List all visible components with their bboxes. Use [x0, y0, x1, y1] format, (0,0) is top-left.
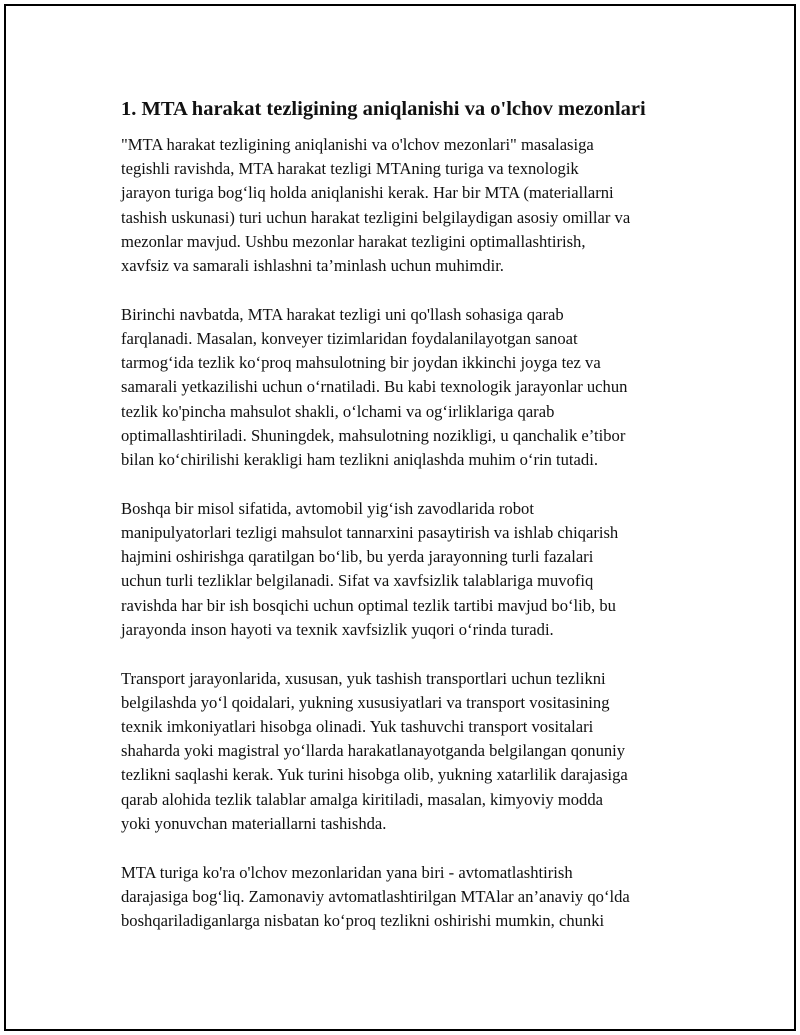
text-line: tashish uskunasi) turi uchun harakat tezligini belgilaydigan asosiy omillar va — [121, 207, 631, 227]
text-line: Boshqa bir misol sifatida, avtomobil yig‘ish zavodlarida robot — [121, 498, 534, 518]
text-line: Birinchi navbatda, MTA harakat tezligi uni qo'llash sohasiga qarab — [121, 304, 564, 324]
text-line: jarayonda inson hayoti va texnik xavfsizlik yuqori o‘rinda turadi. — [121, 619, 554, 639]
text-line: shaharda yoki magistral yo‘llarda harakatlanayotganda belgilangan qonuniy — [121, 741, 626, 761]
paragraph-2 — [121, 303, 701, 472]
document-body — [121, 96, 701, 958]
text-line: tezlikni saqlashi kerak. Yuk turini hisobga olib, yukning xatarlilik darajasiga — [121, 765, 628, 785]
text-line: MTA turiga ko'ra o'lchov mezonlaridan yana biri - avtomatlashtirish — [121, 862, 573, 882]
text-line: darajasiga bog‘liq. Zamonaviy avtomatlashtirilgan MTAlar an’anaviy qo‘lda — [121, 886, 630, 906]
text-line: mezonlar mavjud. Ushbu mezonlar harakat tezligini optimallashtirish, — [121, 231, 586, 251]
paragraph-4 — [121, 667, 701, 836]
text-line: ravishda har bir ish bosqichi uchun optimal tezlik tartibi mavjud bo‘lib, bu — [121, 595, 616, 615]
text-line: belgilashda yo‘l qoidalari, yukning xususiyatlari va transport vositasining — [121, 692, 610, 712]
text-line: tarmog‘ida tezlik ko‘proq mahsulotning bir joydan ikkinchi joyga tez va — [121, 353, 601, 373]
text-line: "MTA harakat tezligining aniqlanishi va o'lchov mezonlari" masalasiga — [121, 135, 594, 154]
text-line: hajmini oshirishga qaratilgan bo‘lib, bu yerda jarayonning turli fazalari — [121, 547, 594, 567]
text-line: qarab alohida tezlik talablar amalga kiritiladi, masalan, kimyoviy modda — [121, 789, 603, 809]
text-line: manipulyatorlari tezligi mahsulot tannarxini pasaytirish va ishlab chiqarish — [121, 523, 619, 543]
page-frame — [4, 4, 796, 1031]
text-line: jarayon turiga bog‘liq holda aniqlanishi kerak. Har bir MTA (materiallarni — [121, 183, 614, 203]
section-title: 1. MTA harakat tezligining aniqlanishi va o'lchov mezonlari — [121, 98, 646, 120]
text-line: tezlik ko'pincha mahsulot shakli, o‘lchami va og‘irliklariga qarab — [121, 401, 555, 421]
text-line: samarali yetkazilishi uchun o‘rnatiladi. Bu kabi texnologik jarayonlar uchun — [121, 377, 628, 397]
text-line: bilan ko‘chirilishi kerakligi ham tezlikni aniqlashda muhim o‘rin tutadi. — [121, 450, 598, 470]
paragraph-3 — [121, 497, 701, 642]
text-line: boshqariladiganlarga nisbatan ko‘proq tezlikni oshirishi mumkin, chunki — [121, 911, 605, 931]
paragraph-1 — [121, 133, 701, 278]
text-line: farqlanadi. Masalan, konveyer tizimlaridan foydalanilayotgan sanoat — [121, 329, 578, 349]
text-line: yoki yonuvchan materiallarni tashishda. — [121, 813, 387, 833]
text-line: uchun turli tezliklar belgilanadi. Sifat va xavfsizlik talablariga muvofiq — [121, 571, 594, 591]
text-line: optimallashtiriladi. Shuningdek, mahsulotning nozikligi, u qanchalik e’tibor — [121, 425, 626, 445]
text-line: texnik imkoniyatlari hisobga olinadi. Yuk tashuvchi transport vositalari — [121, 717, 594, 737]
paragraph-5 — [121, 861, 701, 934]
text-line: Transport jarayonlarida, xususan, yuk tashish transportlari uchun tezlikni — [121, 668, 606, 688]
text-line: xavfsiz va samarali ishlashni ta’minlash uchun muhimdir. — [121, 256, 504, 276]
text-line: tegishli ravishda, MTA harakat tezligi MTAning turiga va texnologik — [121, 159, 579, 179]
